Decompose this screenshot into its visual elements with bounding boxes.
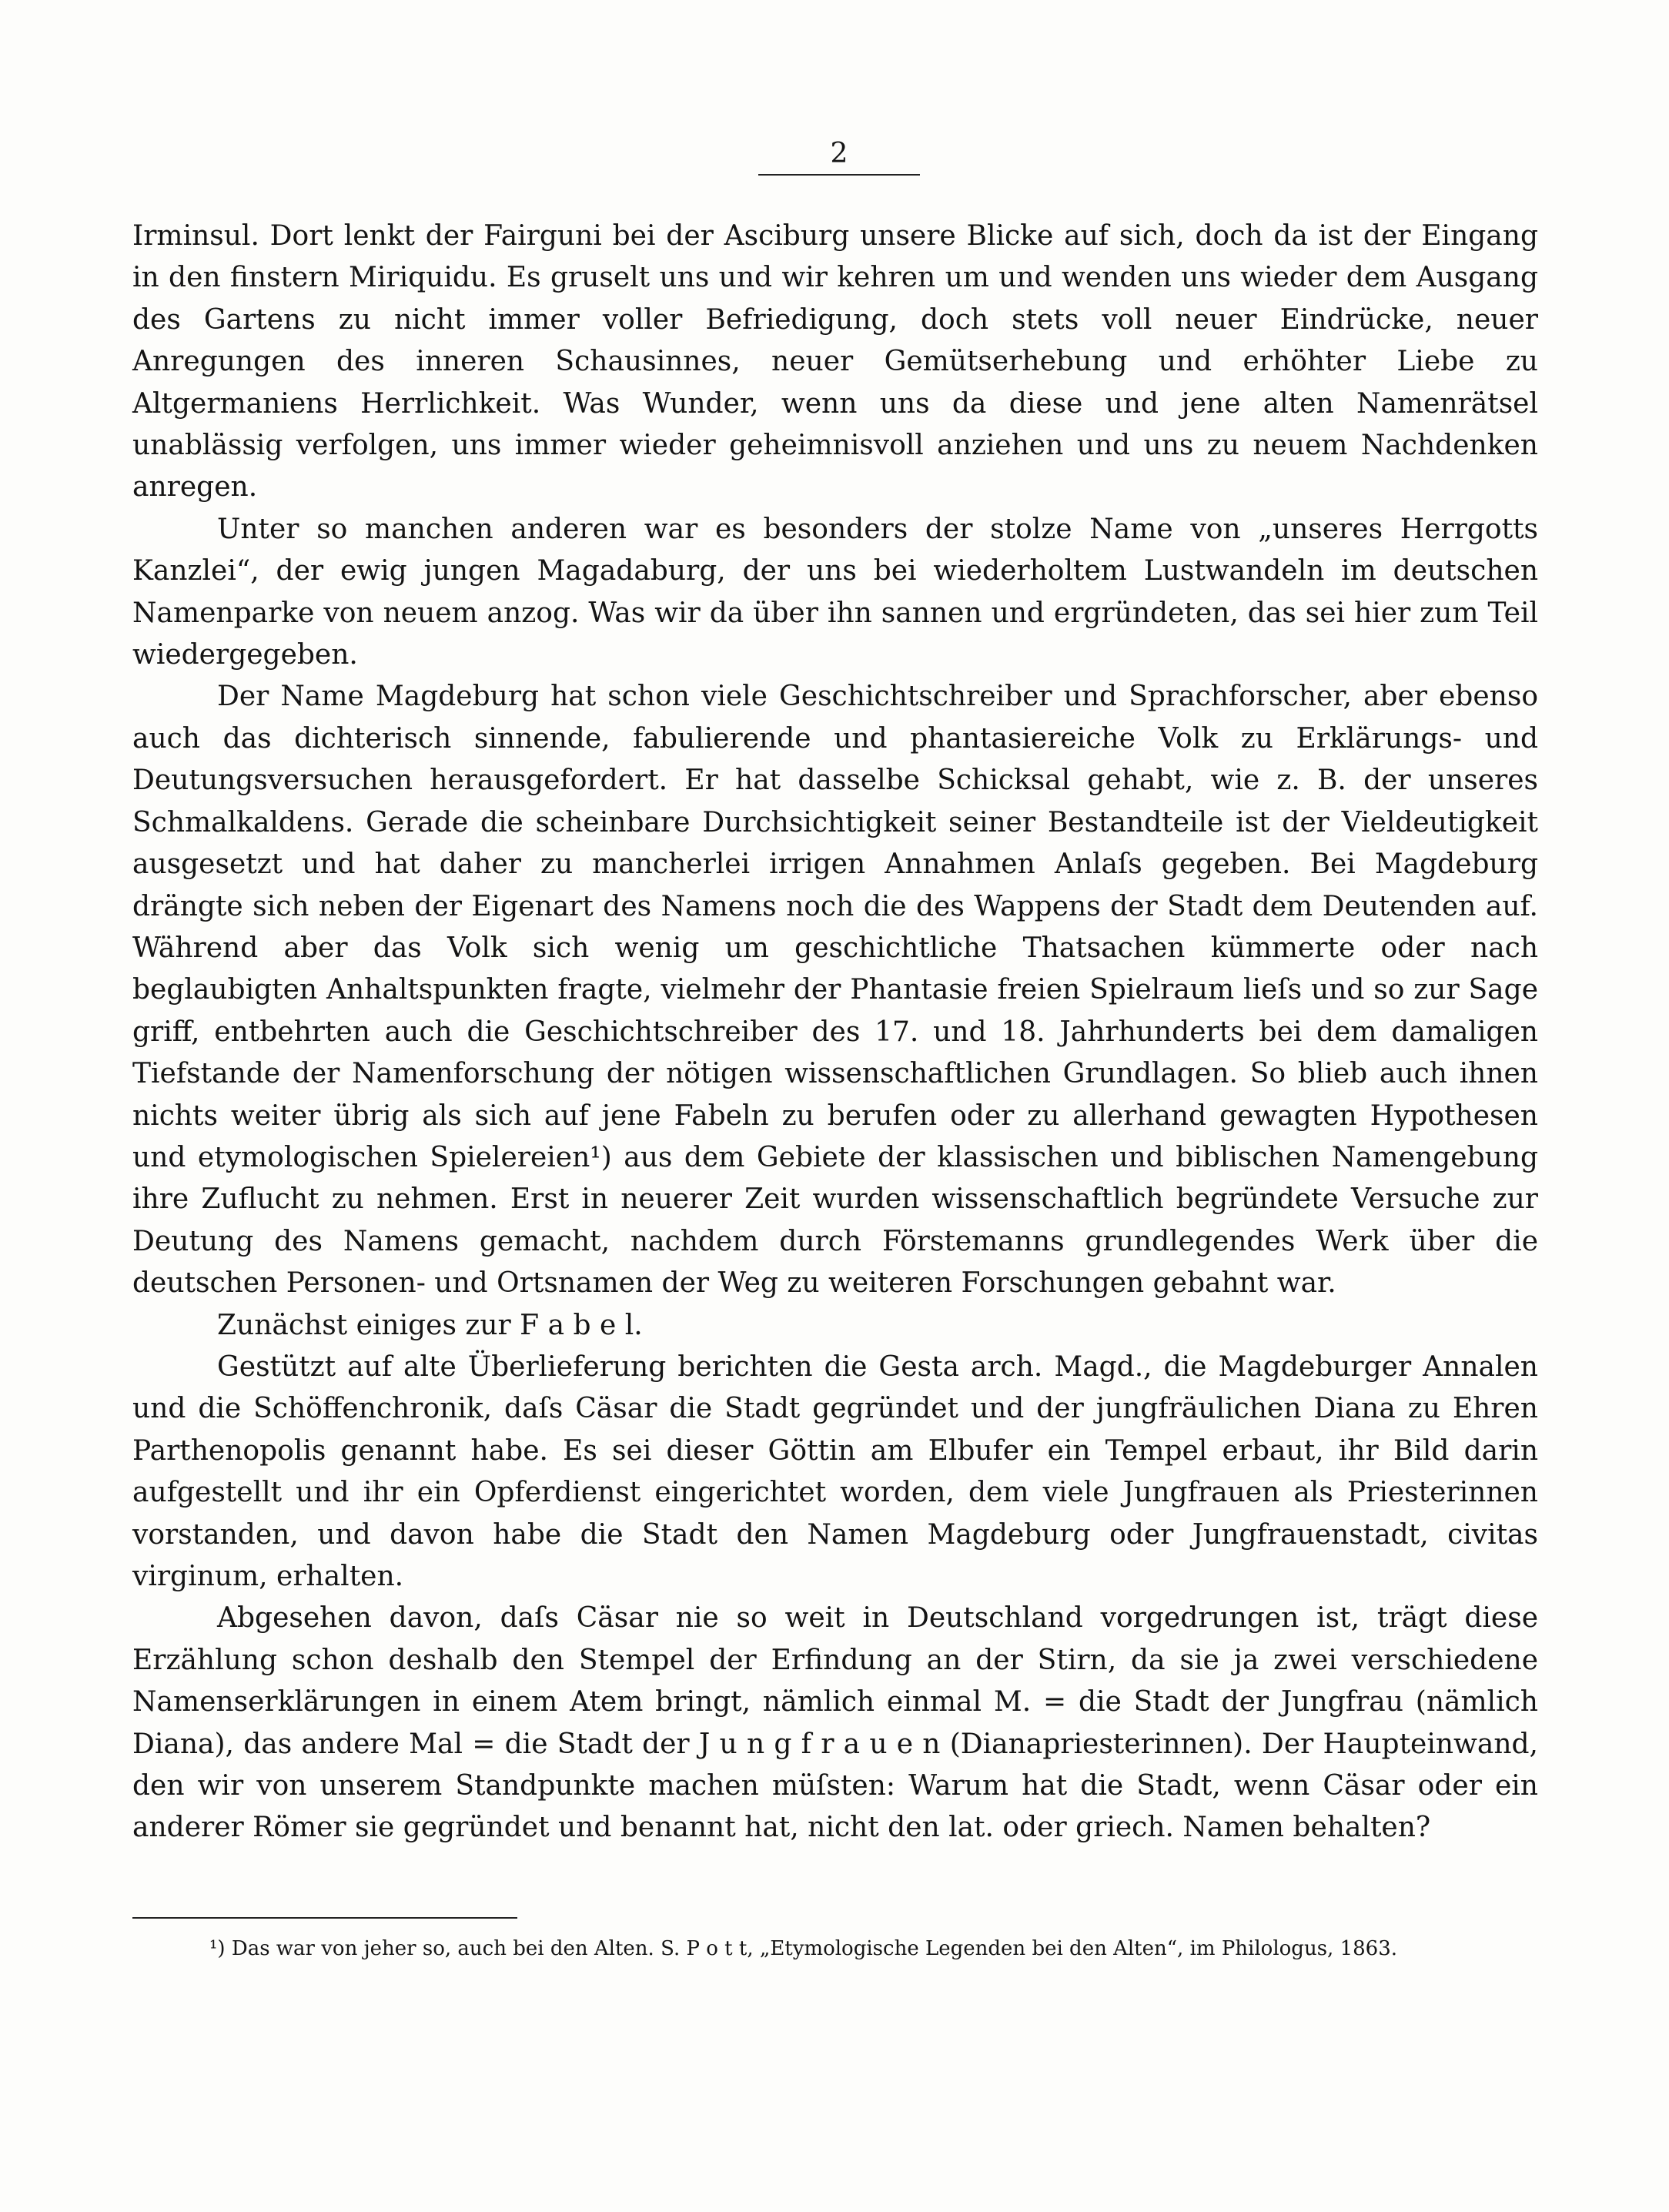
paragraph-2: Unter so manchen anderen war es besonders der stolze Name von „unseres Herrgotts Kanzlei“, der ewig jungen Magadaburg, der uns bei wiederholtem Lustwandeln im deutschen Namenparke von neuem anzog. Was wir da über ihn sannen und ergründeten, das sei hier zum Teil wiedergegeben. <box>132 513 1538 671</box>
page-number: 2 <box>830 138 848 169</box>
footnote <box>132 1933 1538 1966</box>
paragraph-4: Zunächst einiges zur F a b e l. <box>217 1309 643 1341</box>
paragraph-3: Der Name Magdeburg hat schon viele Geschichtschreiber und Sprachforscher, aber ebenso auch das dichterisch sinnende, fabulierende und phantasiereiche Volk zu Erklärungs- und Deutungsversuchen herausgefordert. Er hat dasselbe Schicksal gehabt, wie z. B. der unseres Schmalkaldens. Gerade die scheinbare Durchsichtigkeit seiner Bestandteile ist der Vieldeutigkeit ausgesetzt und hat daher zu mancherlei irrigen Annahmen Anlaſs gegeben. Bei Magdeburg drängte sich neben der Eigenart des Namens noch die des Wappens der Stadt dem Deutenden auf. Während aber das Volk sich wenig um geschichtliche Thatsachen kümmerte oder nach beglaubigten Anhaltspunkten fragte, vielmehr der Phantasie freien Spielraum lieſs und so zur Sage griff, entbehrten auch die Geschichtschreiber des 17. und 18. Jahrhunderts bei dem damaligen Tiefstande der Namenforschung der nötigen wissenschaftlichen Grundlagen. So blieb auch ihnen nichts weiter übrig als sich auf jene Fabeln zu berufen oder zu allerhand gewagten Hypothesen und etymologischen Spielereien¹) aus dem Gebiete der klassischen und biblischen Namengebung ihre Zuflucht zu nehmen. Erst in neuerer Zeit wurden wissenschaftlich begründete Versuche zur Deutung des Namens gemacht, nachdem durch Förstemanns grundlegendes Werk über die deutschen Personen- und Ortsnamen der Weg zu weiteren Forschungen gebahnt war. <box>132 681 1538 1300</box>
footnote-marker: ¹) <box>209 1937 226 1960</box>
footnote-text: Das war von jeher so, auch bei den Alten. S. P o t t, „Etymologische Legenden bei den Alten“, im Philologus, 1863. <box>231 1937 1398 1960</box>
paragraph-1: Irminsul. Dort lenkt der Fairguni bei der Asciburg unsere Blicke auf sich, doch da ist der Eingang in den finstern Miriquidu. Es gruselt uns und wir kehren um und wenden uns wieder dem Ausgang des Gartens zu nicht immer voller Befriedigung, doch stets voll neuer Eindrücke, neuer Anregungen des inneren Schausinnes, neuer Gemütserhebung und erhöhter Liebe zu Altgermaniens Herrlichkeit. Was Wunder, wenn uns da diese und jene alten Namenrätsel unablässig verfolgen, uns immer wieder geheimnisvoll anziehen und uns zu neuem Nachdenken anregen. <box>132 220 1538 504</box>
footnote-rule <box>132 1917 517 1919</box>
body-text <box>132 216 1538 1849</box>
paragraph-6: Abgesehen davon, daſs Cäsar nie so weit in Deutschland vorgedrungen ist, trägt diese Erzählung schon deshalb den Stempel der Erfindung an der Stirn, da sie ja zwei verschiedene Namenserklärungen in einem Atem bringt, nämlich einmal M. = die Stadt der Jungfrau (nämlich Diana), das andere Mal = die Stadt der J u n g f r a u e n (Dianapriesterinnen). Der Haupteinwand, den wir von unserem Standpunkte machen müſsten: Warum hat die Stadt, wenn Cäsar oder ein anderer Römer sie gegründet und benannt hat, nicht den lat. oder griech. Namen behalten? <box>132 1602 1538 1844</box>
page-number-rule <box>758 174 920 176</box>
paragraph-5: Gestützt auf alte Überlieferung berichten die Gesta arch. Magd., die Magdeburger Annalen und die Schöffenchronik, daſs Cäsar die Stadt gegründet und der jungfräulichen Diana zu Ehren Parthenopolis genannt habe. Es sei dieser Göttin am Elbufer ein Tempel erbaut, ihr Bild darin aufgestellt und ihr ein Opferdienst eingerichtet worden, dem viele Jungfrauen als Priesterinnen vorstanden, und davon habe die Stadt den Namen Magdeburg oder Jungfrauenstadt, civitas virginum, erhalten. <box>132 1350 1538 1592</box>
